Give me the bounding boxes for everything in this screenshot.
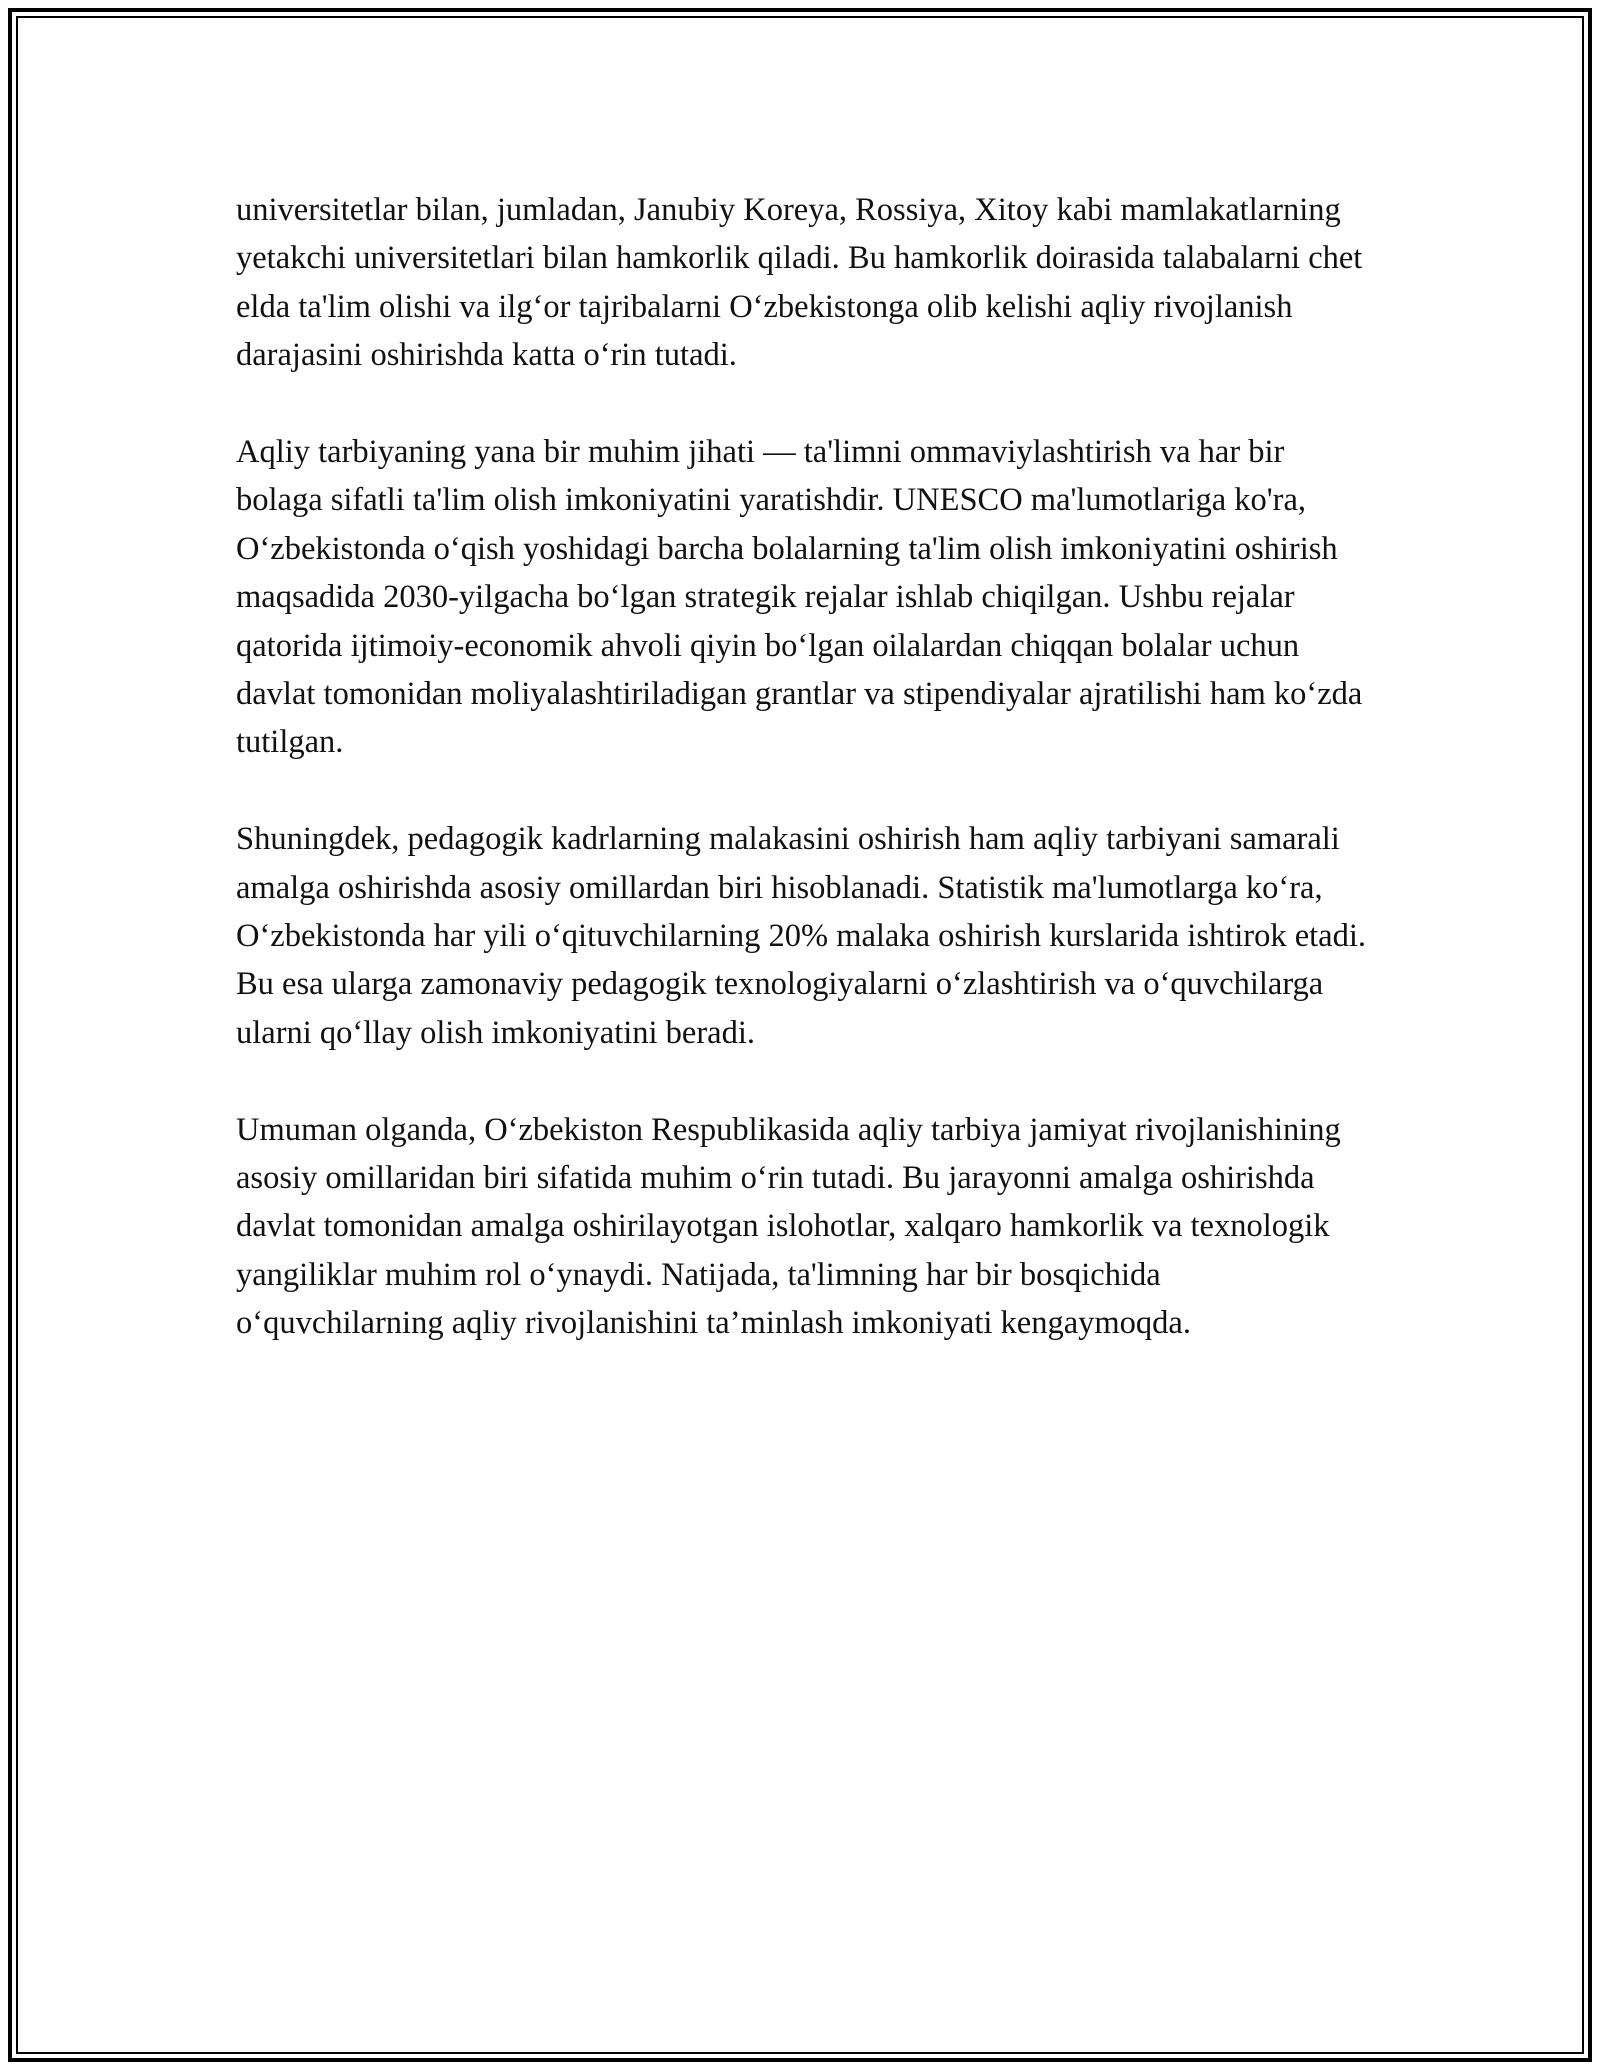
paragraph-conclusion: Umuman olganda, O‘zbekiston Respublikasida aqliy tarbiya jamiyat rivojlanishining asosiy omillaridan biri sifatida muhim o‘rin tutadi. Bu jarayonni amalga oshirishda davlat tomonidan amalga oshirilayotgan islohotlar, xalqaro hamkorlik va texnologik yangiliklar muhim rol o‘ynaydi. Natijada, ta'limning har bir bosqichida o‘quvchilarning aqliy rivojlanishini ta’minlash imkoniyati kengaymoqda. [236, 1111, 1341, 1342]
paragraph-teacher-training: Shuningdek, pedagogik kadrlarning malakasini oshirish ham aqliy tarbiyani samarali amalga oshirishda asosiy omillardan biri hisoblanadi. Statistik ma'lumotlarga ko‘ra, O‘zbekistonda har yili o‘qituvchilarning 20% malaka oshirish kurslarida ishtirok etadi. Bu esa ularga zamonaviy pedagogik texnologiyalarni o‘zlashtirish va o‘quvchilarga ularni qo‘llay olish imkoniyatini beradi. [236, 821, 1367, 1051]
paragraph-education-access: Aqliy tarbiyaning yana bir muhim jihati — ta'limni ommaviylashtirish va har bir bolaga sifatli ta'lim olish imkoniyatini yaratishdir. UNESCO ma'lumotlariga ko'ra, O‘zbekistonda o‘qish yoshidagi barcha bolalarning ta'lim olish imkoniyatini oshirish maqsadida 2030-yilgacha bo‘lgan strategik rejalar ishlab chiqilgan. Ushbu rejalar qatorida ijtimoiy-economik ahvoli qiyin bo‘lgan oilalardan chiqqan bolalar uchun davlat tomonidan moliyalashtiriladigan grantlar va stipendiyalar ajratilishi ham ko‘zda tutilgan. [236, 434, 1363, 761]
document-body [236, 186, 1370, 1348]
paragraph-international-cooperation: universitetlar bilan, jumladan, Janubiy Koreya, Rossiya, Xitoy kabi mamlakatlarning yetakchi universitetlari bilan hamkorlik qiladi. Bu hamkorlik doirasida talabalarni chet elda ta'lim olishi va ilg‘or tajribalarni O‘zbekistonga olib kelishi aqliy rivojlanish darajasini oshirishda katta o‘rin tutadi. [236, 192, 1363, 374]
